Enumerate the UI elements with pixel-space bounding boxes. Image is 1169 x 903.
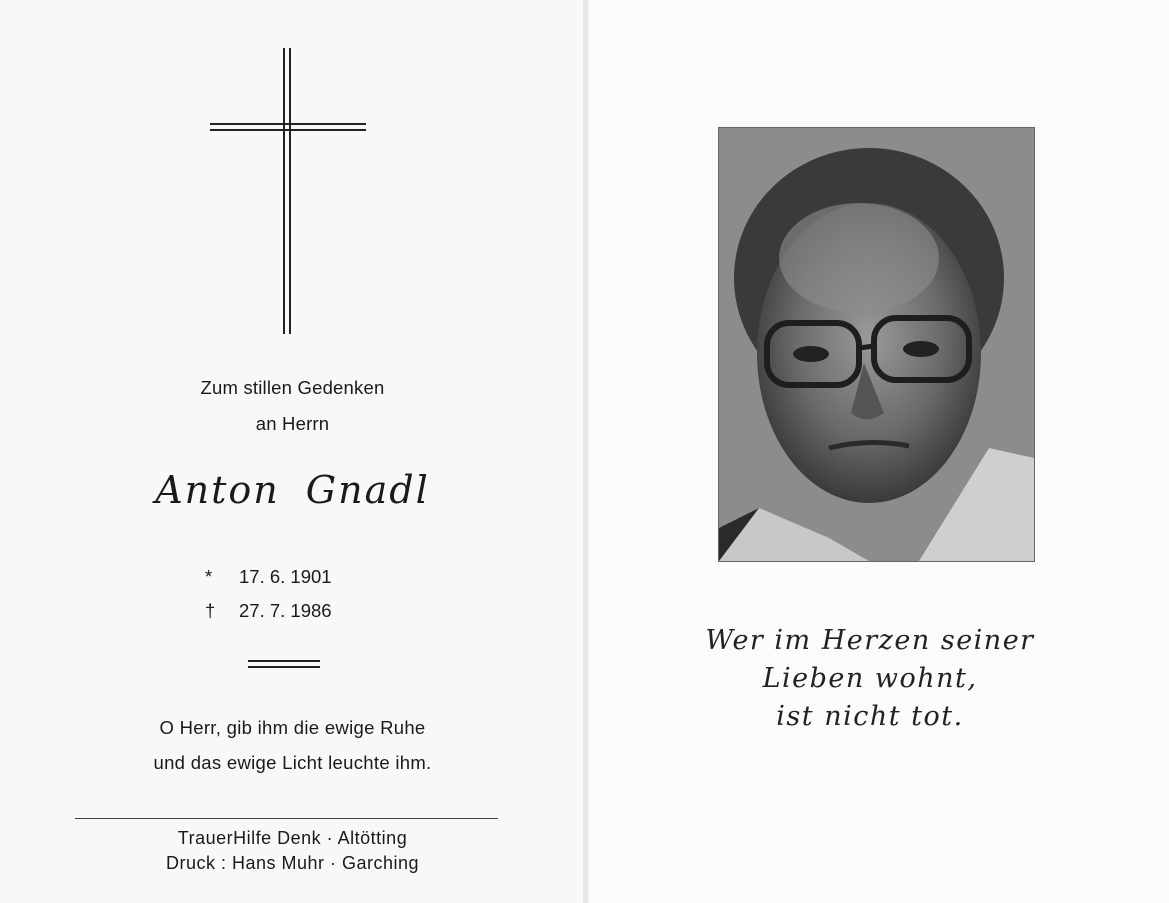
quote-line-3: ist nicht tot. [776, 701, 964, 732]
memorial-intro [0, 370, 585, 442]
imprint-rule [75, 818, 498, 819]
imprint-line-2: Druck : Hans Muhr · Garching [165, 853, 420, 873]
imprint [0, 826, 585, 876]
death-dagger-icon: † [205, 600, 216, 621]
imprint-line-1: TrauerHilfe Denk · Altötting [177, 828, 408, 848]
divider-line-top [248, 660, 320, 662]
last-name: Gnadl [305, 468, 430, 512]
intro-line-1: Zum stillen Gedenken [200, 377, 385, 398]
birth-row [205, 560, 332, 594]
death-date: 27. 7. 1986 [239, 600, 332, 621]
quote-line-1: Wer im Herzen seiner [705, 625, 1035, 656]
cross-icon [210, 48, 366, 336]
prayer-text [0, 710, 585, 780]
birth-date: 17. 6. 1901 [239, 566, 332, 587]
memorial-quote [600, 622, 1140, 736]
divider-line-bottom [248, 666, 320, 668]
prayer-line-1: O Herr, gib ihm die ewige Ruhe [159, 717, 426, 738]
prayer-line-2: und das ewige Licht leuchte ihm. [153, 752, 432, 773]
intro-line-2: an Herrn [255, 413, 330, 434]
death-row [205, 594, 332, 628]
first-name: Anton [155, 468, 280, 512]
quote-line-2: Lieben wohnt, [762, 663, 978, 694]
portrait-photo [719, 128, 1034, 561]
deceased-name [0, 468, 585, 512]
birth-star-icon: * [205, 566, 213, 587]
life-dates [205, 560, 332, 628]
